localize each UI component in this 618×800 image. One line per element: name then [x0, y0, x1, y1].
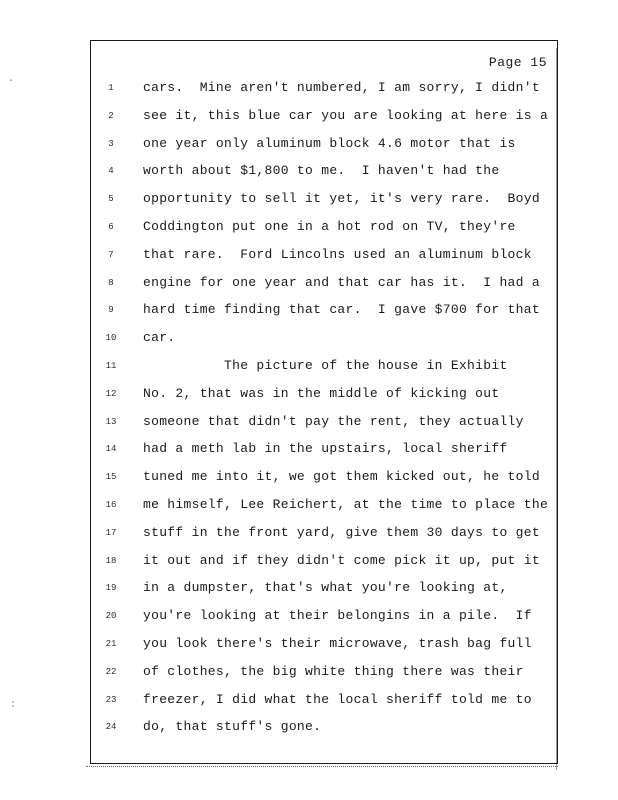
- line-number: 17: [105, 527, 117, 538]
- transcript-line: tuned me into it, we got them kicked out, he told: [143, 469, 540, 485]
- line-number: 7: [108, 249, 114, 260]
- line-number: 1: [108, 83, 114, 93]
- line-number: 9: [108, 305, 114, 316]
- line-number-column: [91, 79, 131, 746]
- transcript-line: opportunity to sell it yet, it's very rare. Boyd: [143, 191, 540, 207]
- line-number: 16: [105, 499, 117, 510]
- line-number: 21: [105, 638, 117, 649]
- line-number: 13: [105, 416, 117, 427]
- transcript-line: The picture of the house in Exhibit: [143, 357, 508, 373]
- bottom-rule: [86, 766, 558, 767]
- line-number: 15: [105, 472, 117, 483]
- line-number: 4: [108, 166, 114, 177]
- transcript-line: worth about $1,800 to me. I haven't had the: [143, 163, 500, 179]
- page-number: Page 15: [488, 55, 547, 70]
- line-number: 12: [105, 388, 117, 399]
- transcript-line: you look there's their microwave, trash bag full: [143, 635, 532, 651]
- transcript-line: of clothes, the big white thing there was their: [143, 663, 524, 679]
- transcript-text: [143, 79, 551, 746]
- transcript-line: engine for one year and that car has it. I had a: [143, 274, 540, 290]
- transcript-line: No. 2, that was in the middle of kicking out: [143, 385, 500, 401]
- line-number: 24: [105, 722, 117, 733]
- transcript-line: it out and if they didn't come pick it up, put it: [143, 552, 540, 568]
- margin-mark-top: ·: [8, 76, 15, 87]
- margin-mark-bottom: :: [10, 700, 17, 711]
- transcript-line: see it, this blue car you are looking at here is a: [143, 107, 549, 123]
- transcript-line: do, that stuff's gone.: [143, 719, 322, 735]
- transcript-line: you're looking at their belongins in a pile. If: [143, 608, 532, 624]
- line-number: 11: [105, 360, 117, 371]
- line-number: 5: [108, 194, 114, 205]
- transcript-line: freezer, I did what the local sheriff told me to: [143, 691, 532, 707]
- transcript-line: me himself, Lee Reichert, at the time to place the: [143, 496, 549, 512]
- line-number: 14: [105, 444, 117, 455]
- line-number: 20: [105, 611, 117, 622]
- line-number: 3: [108, 138, 114, 149]
- transcript-line: hard time finding that car. I gave $700 for that: [143, 302, 540, 318]
- transcript-line: one year only aluminum block 4.6 motor that is: [143, 135, 516, 151]
- line-number: 10: [105, 333, 117, 344]
- transcript-line: that rare. Ford Lincolns used an aluminum block: [143, 246, 532, 262]
- transcript-line: stuff in the front yard, give them 30 days to get: [143, 524, 540, 540]
- line-number: 2: [108, 110, 114, 121]
- transcript-page: [90, 40, 558, 764]
- line-number: 19: [105, 583, 117, 594]
- transcript-line: someone that didn't pay the rent, they actually: [143, 413, 524, 429]
- line-number: 6: [108, 221, 114, 232]
- transcript-line: in a dumpster, that's what you're looking at,: [143, 580, 508, 596]
- line-number: 22: [105, 666, 117, 677]
- transcript-line: cars. Mine aren't numbered, I am sorry, I didn't: [143, 80, 540, 95]
- transcript-line: Coddington put one in a hot rod on TV, they're: [143, 218, 516, 234]
- line-number: 18: [105, 555, 117, 566]
- line-number: 8: [108, 277, 114, 288]
- transcript-line: had a meth lab in the upstairs, local sheriff: [143, 441, 508, 457]
- transcript-line: car.: [143, 330, 176, 346]
- line-number: 23: [105, 694, 117, 705]
